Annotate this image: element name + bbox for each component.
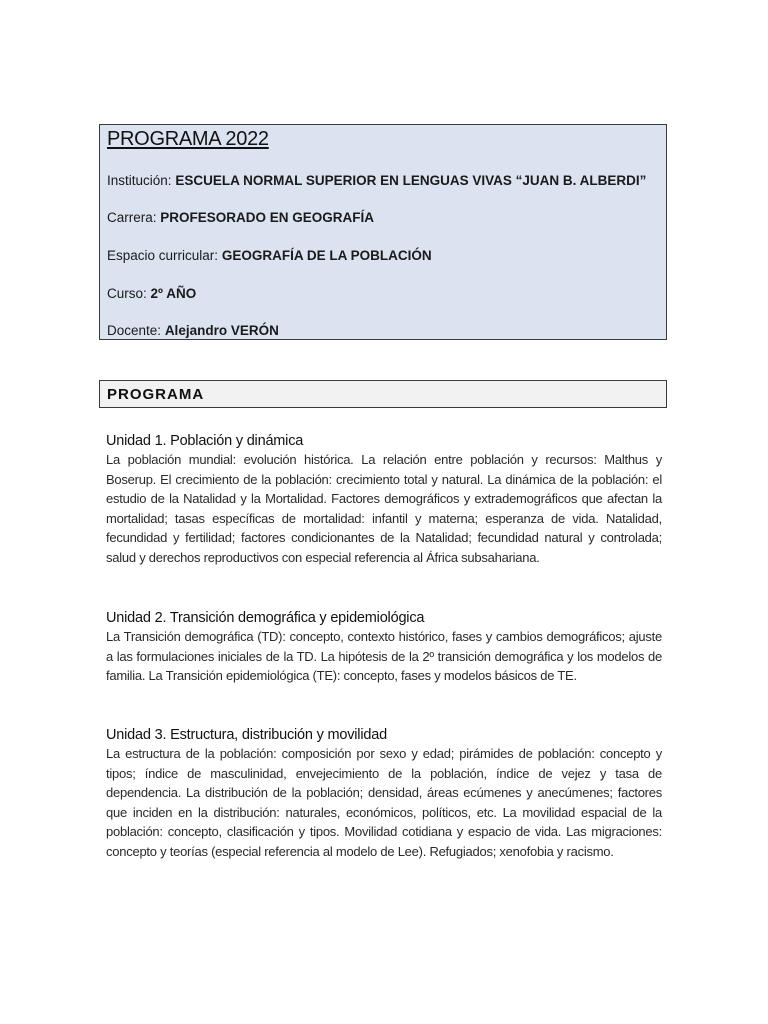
unit-2 <box>106 609 662 686</box>
unit-heading: Unidad 1. Población y dinámica <box>106 433 304 449</box>
program-info-box <box>99 124 667 340</box>
docente-line <box>107 323 279 338</box>
unit-heading: Unidad 2. Transición demográfica y epidemiológica <box>106 610 425 626</box>
program-title: PROGRAMA 2022 <box>107 128 269 150</box>
espacio-curricular-value: GEOGRAFÍA DE LA POBLACIÓN <box>221 248 432 263</box>
unit-body: La Transición demográfica (TD): concepto, contexto histórico, fases y cambios demográficos; ajuste a las formulaciones iniciales de la TD. La hipótesis de la 2º transición demográfica y los modelos de familia. La Transición epidemiológica (TE): concepto, fases y modelos básicos de TE. <box>106 629 662 683</box>
curso-line <box>107 286 196 301</box>
docente-value: Alejandro VERÓN <box>164 323 279 338</box>
curso-label: Curso: <box>107 286 147 301</box>
institucion-value: ESCUELA NORMAL SUPERIOR EN LENGUAS VIVAS “JUAN B. ALBERDI” <box>175 173 647 188</box>
carrera-value: PROFESORADO EN GEOGRAFÍA <box>160 210 375 225</box>
espacio-curricular-line <box>107 248 432 263</box>
carrera-line <box>107 210 374 225</box>
unit-1 <box>106 432 662 567</box>
institucion-line <box>107 173 646 188</box>
carrera-label: Carrera: <box>107 210 157 225</box>
unit-body: La estructura de la población: composición por sexo y edad; pirámides de población: concepto y tipos; índice de masculinidad, envejecimiento de la población, índice de vejez y tasa de dependencia. La distribución de la población; densidad, áreas ecúmenes y anecúmenes; factores que inciden en la distribución: naturales, económicos, políticos, etc. La movilidad espacial de la población: concepto, clasificación y tipos. Movilidad cotidiana y espacio de vida. Las migraciones: concepto y teorías (especial referencia al modelo de Lee). Refugiados; xenofobia y racismo. <box>106 746 662 859</box>
unit-heading: Unidad 3. Estructura, distribución y movilidad <box>106 727 387 743</box>
institucion-label: Institución: <box>107 173 172 188</box>
curso-value: 2º AÑO <box>150 286 197 301</box>
section-title: PROGRAMA <box>107 386 205 403</box>
docente-label: Docente: <box>107 323 162 338</box>
unit-body: La población mundial: evolución histórica. La relación entre población y recursos: Malthus y Boserup. El crecimiento de la población: crecimiento total y natural. La dinámica de la población: el estudio de la Natalidad y la Mortalidad. Factores demográficos y extrademográficos que afectan la mortalidad; tasas específicas de mortalidad: infantil y materna; esperanza de vida. Natalidad, fecundidad y fertilidad; factores condicionantes de la Natalidad; fecundidad natural y controlada; salud y derechos reproductivos con especial referencia al África subsahariana. <box>106 452 662 565</box>
unit-3 <box>106 726 662 861</box>
programa-section-header <box>99 380 667 408</box>
espacio-curricular-label: Espacio curricular: <box>107 248 219 263</box>
